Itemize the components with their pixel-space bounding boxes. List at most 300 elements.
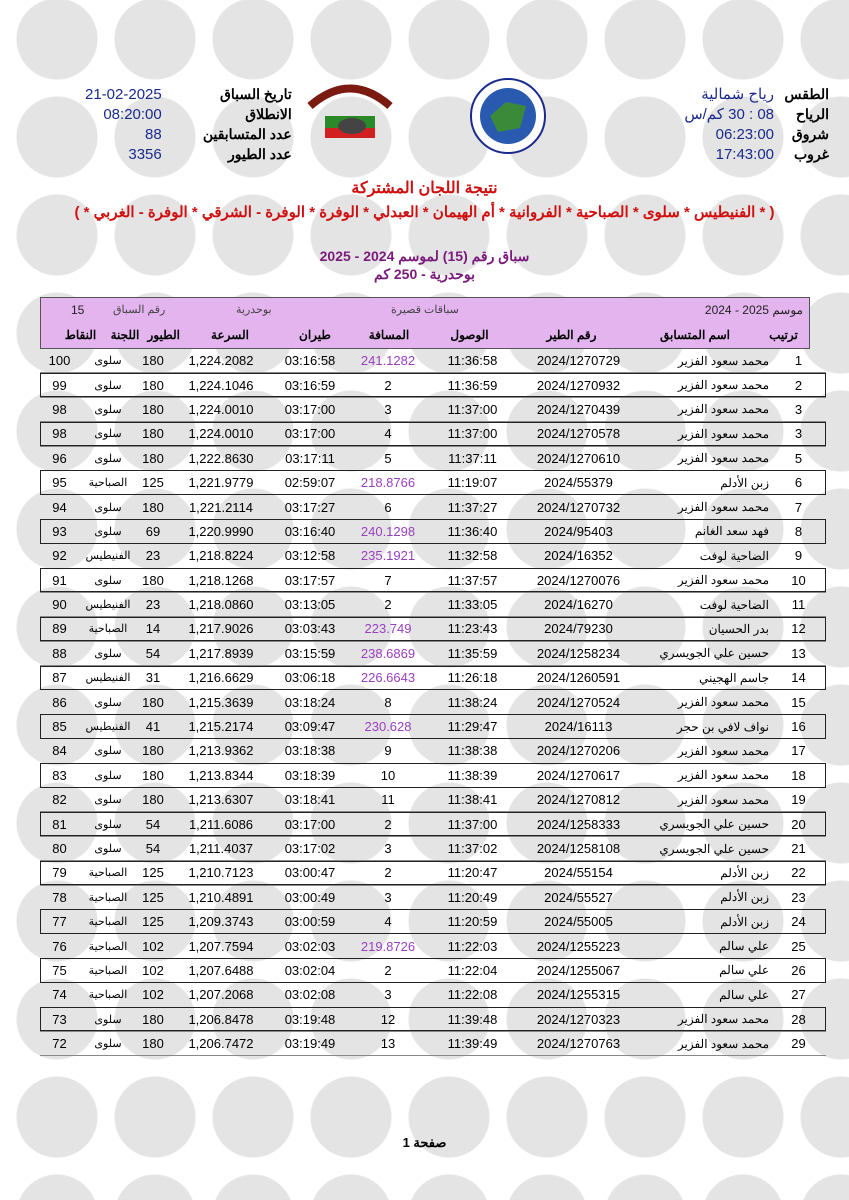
cell-points: 86 bbox=[40, 690, 79, 714]
cell-distance: 12 bbox=[347, 1007, 429, 1031]
cell-rank: 27 bbox=[771, 983, 826, 1007]
cell-distance: 4 bbox=[347, 909, 429, 933]
cell-name: محمد سعود الفزير bbox=[641, 763, 771, 787]
table-row bbox=[40, 739, 826, 763]
cell-flight: 03:15:59 bbox=[273, 641, 347, 665]
cell-points: 72 bbox=[40, 1031, 79, 1055]
cell-flight: 03:17:00 bbox=[273, 397, 347, 421]
cell-ring: 2024/1270578 bbox=[516, 422, 641, 446]
cell-committee: الصباحية bbox=[79, 909, 137, 933]
cell-arrival: 11:37:00 bbox=[429, 422, 516, 446]
cell-speed: 1,209.3743 bbox=[169, 909, 273, 933]
cell-rank: 3 bbox=[771, 397, 826, 421]
cell-birds: 180 bbox=[137, 422, 169, 446]
cell-committee: سلوى bbox=[79, 1031, 137, 1055]
cell-birds: 180 bbox=[137, 763, 169, 787]
race_info-value: 21-02-2025 bbox=[85, 85, 162, 103]
weather-label: الطقس bbox=[784, 85, 829, 102]
table-row bbox=[40, 690, 826, 714]
cell-flight: 03:18:38 bbox=[273, 739, 347, 763]
cell-birds: 102 bbox=[137, 983, 169, 1007]
cell-speed: 1,206.7472 bbox=[169, 1031, 273, 1055]
cell-arrival: 11:37:57 bbox=[429, 568, 516, 592]
column-header-arrival: الوصول bbox=[450, 328, 489, 342]
cell-committee: سلوى bbox=[79, 349, 137, 373]
weather-label: شروق bbox=[791, 125, 829, 142]
cell-birds: 180 bbox=[137, 568, 169, 592]
cell-distance: 226.6643 bbox=[347, 666, 429, 690]
cell-rank: 6 bbox=[771, 470, 826, 494]
kuwait-pigeon-club-logo bbox=[300, 76, 400, 156]
cell-flight: 03:16:58 bbox=[273, 349, 347, 373]
race_info-row bbox=[85, 84, 292, 104]
table-row bbox=[40, 519, 826, 543]
cell-points: 88 bbox=[40, 641, 79, 665]
cell-rank: 23 bbox=[771, 885, 826, 909]
cell-rank: 29 bbox=[771, 1031, 826, 1055]
cell-birds: 180 bbox=[137, 788, 169, 812]
cell-rank: 5 bbox=[771, 446, 826, 470]
cell-ring: 2024/1270617 bbox=[516, 763, 641, 787]
cell-committee: سلوى bbox=[79, 373, 137, 397]
cell-arrival: 11:36:40 bbox=[429, 519, 516, 543]
cell-flight: 03:06:18 bbox=[273, 666, 347, 690]
location-label: بوحدرية bbox=[236, 304, 272, 316]
cell-flight: 03:18:24 bbox=[273, 690, 347, 714]
cell-name: محمد سعود الفزير bbox=[641, 495, 771, 519]
cell-speed: 1,206.8478 bbox=[169, 1007, 273, 1031]
cell-points: 98 bbox=[40, 397, 79, 421]
cell-rank: 28 bbox=[771, 1007, 826, 1031]
cell-arrival: 11:22:08 bbox=[429, 983, 516, 1007]
cell-speed: 1,213.8344 bbox=[169, 763, 273, 787]
cell-ring: 2024/16113 bbox=[516, 714, 641, 738]
table-row bbox=[40, 495, 826, 519]
cell-distance: 2 bbox=[347, 958, 429, 982]
cell-distance: 8 bbox=[347, 690, 429, 714]
cell-points: 74 bbox=[40, 983, 79, 1007]
cell-rank: 19 bbox=[771, 788, 826, 812]
cell-speed: 1,213.9362 bbox=[169, 739, 273, 763]
race-number-label: رقم السباق bbox=[113, 304, 166, 316]
cell-name: محمد سعود الفزير bbox=[641, 397, 771, 421]
cell-ring: 2024/1255315 bbox=[516, 983, 641, 1007]
cell-ring: 2024/1270206 bbox=[516, 739, 641, 763]
cell-arrival: 11:22:04 bbox=[429, 958, 516, 982]
cell-ring: 2024/55005 bbox=[516, 909, 641, 933]
cell-speed: 1,210.4891 bbox=[169, 885, 273, 909]
cell-committee: سلوى bbox=[79, 763, 137, 787]
cell-speed: 1,218.0860 bbox=[169, 592, 273, 616]
cell-distance: 3 bbox=[347, 836, 429, 860]
cell-birds: 14 bbox=[137, 617, 169, 641]
weather-row bbox=[684, 124, 829, 144]
cell-arrival: 11:37:00 bbox=[429, 812, 516, 836]
cell-speed: 1,215.2174 bbox=[169, 714, 273, 738]
cell-arrival: 11:39:48 bbox=[429, 1007, 516, 1031]
cell-arrival: 11:37:02 bbox=[429, 836, 516, 860]
cell-speed: 1,217.8939 bbox=[169, 641, 273, 665]
cell-distance: 218.8766 bbox=[347, 470, 429, 494]
cell-birds: 180 bbox=[137, 690, 169, 714]
results-table bbox=[40, 297, 810, 1056]
cell-committee: الفنيطيس bbox=[79, 592, 137, 616]
cell-arrival: 11:22:03 bbox=[429, 934, 516, 958]
table-row bbox=[40, 1007, 826, 1031]
cell-ring: 2024/1255223 bbox=[516, 934, 641, 958]
cell-arrival: 11:38:39 bbox=[429, 763, 516, 787]
cell-distance: 3 bbox=[347, 397, 429, 421]
cell-arrival: 11:38:41 bbox=[429, 788, 516, 812]
cell-arrival: 11:29:47 bbox=[429, 714, 516, 738]
cell-name: محمد سعود الفزير bbox=[641, 788, 771, 812]
cell-flight: 03:18:41 bbox=[273, 788, 347, 812]
race_info-row bbox=[85, 124, 292, 144]
cell-flight: 03:12:58 bbox=[273, 544, 347, 568]
cell-committee: سلوى bbox=[79, 519, 137, 543]
weather-label: الرياح bbox=[795, 105, 829, 122]
cell-committee: الصباحية bbox=[79, 934, 137, 958]
cell-distance: 2 bbox=[347, 812, 429, 836]
cell-name: محمد سعود الفزير bbox=[641, 1007, 771, 1031]
cell-rank: 26 bbox=[771, 958, 826, 982]
cell-birds: 102 bbox=[137, 958, 169, 982]
cell-birds: 125 bbox=[137, 470, 169, 494]
cell-ring: 2024/1255067 bbox=[516, 958, 641, 982]
cell-speed: 1,222.8630 bbox=[169, 446, 273, 470]
cell-speed: 1,224.2082 bbox=[169, 349, 273, 373]
cell-rank: 12 bbox=[771, 617, 826, 641]
cell-birds: 180 bbox=[137, 446, 169, 470]
cell-arrival: 11:19:07 bbox=[429, 470, 516, 494]
cell-ring: 2024/95403 bbox=[516, 519, 641, 543]
cell-flight: 03:17:57 bbox=[273, 568, 347, 592]
cell-arrival: 11:37:27 bbox=[429, 495, 516, 519]
cell-ring: 2024/1258108 bbox=[516, 836, 641, 860]
cell-ring: 2024/1270732 bbox=[516, 495, 641, 519]
cell-speed: 1,207.2068 bbox=[169, 983, 273, 1007]
weather-row bbox=[684, 144, 829, 164]
cell-committee: سلوى bbox=[79, 422, 137, 446]
cell-name: جاسم الهجيني bbox=[641, 666, 771, 690]
cell-committee: الصباحية bbox=[79, 885, 137, 909]
table-row bbox=[40, 446, 826, 470]
cell-rank: 17 bbox=[771, 739, 826, 763]
race_info-value: 3356 bbox=[128, 145, 162, 163]
cell-flight: 03:16:40 bbox=[273, 519, 347, 543]
cell-arrival: 11:39:49 bbox=[429, 1031, 516, 1055]
race-number-line: سباق رقم (15) لموسم 2024 - 2025 bbox=[319, 248, 530, 264]
cell-points: 96 bbox=[40, 446, 79, 470]
cell-committee: الفنيطيس bbox=[79, 714, 137, 738]
cell-name: الضاحية لوفت bbox=[641, 544, 771, 568]
table-row bbox=[40, 958, 826, 982]
cell-points: 83 bbox=[40, 763, 79, 787]
cell-flight: 03:19:49 bbox=[273, 1031, 347, 1055]
cell-name: علي سالم bbox=[641, 958, 771, 982]
cell-birds: 41 bbox=[137, 714, 169, 738]
cell-ring: 2024/1260591 bbox=[516, 666, 641, 690]
cell-name: محمد سعود الفزير bbox=[641, 422, 771, 446]
cell-committee: الصباحية bbox=[79, 958, 137, 982]
cell-rank: 10 bbox=[771, 568, 826, 592]
cell-points: 81 bbox=[40, 812, 79, 836]
table-row bbox=[40, 836, 826, 860]
cell-points: 76 bbox=[40, 934, 79, 958]
cell-distance: 9 bbox=[347, 739, 429, 763]
weather-row bbox=[684, 84, 829, 104]
cell-points: 78 bbox=[40, 885, 79, 909]
cell-name: فهد سعد الغانم bbox=[641, 519, 771, 543]
cell-arrival: 11:36:59 bbox=[429, 373, 516, 397]
cell-rank: 13 bbox=[771, 641, 826, 665]
table-row bbox=[40, 592, 826, 616]
cell-committee: سلوى bbox=[79, 812, 137, 836]
column-header-ring: رقم الطير bbox=[546, 328, 597, 342]
table-row bbox=[40, 788, 826, 812]
race_info-row bbox=[85, 104, 292, 124]
race_info-value: 08:20:00 bbox=[103, 105, 162, 123]
cell-points: 98 bbox=[40, 422, 79, 446]
cell-flight: 03:00:49 bbox=[273, 885, 347, 909]
cell-speed: 1,216.6629 bbox=[169, 666, 273, 690]
table-row bbox=[40, 812, 826, 836]
table-row bbox=[40, 714, 826, 738]
cell-name: حسين علي الجويسري bbox=[641, 812, 771, 836]
cell-flight: 03:09:47 bbox=[273, 714, 347, 738]
race_info-label: عدد الطيور bbox=[228, 145, 292, 162]
cell-ring: 2024/1270812 bbox=[516, 788, 641, 812]
cell-flight: 03:16:59 bbox=[273, 373, 347, 397]
cell-birds: 23 bbox=[137, 592, 169, 616]
cell-committee: سلوى bbox=[79, 1007, 137, 1031]
cell-ring: 2024/1270439 bbox=[516, 397, 641, 421]
results-title: نتيجة اللجان المشتركة bbox=[351, 180, 498, 197]
cell-distance: 4 bbox=[347, 422, 429, 446]
cell-rank: 16 bbox=[771, 714, 826, 738]
column-header-flight: طيران bbox=[299, 328, 331, 342]
cell-rank: 1 bbox=[771, 349, 826, 373]
cell-birds: 125 bbox=[137, 885, 169, 909]
cell-distance: 3 bbox=[347, 983, 429, 1007]
table-row bbox=[40, 983, 826, 1007]
cell-birds: 180 bbox=[137, 349, 169, 373]
cell-speed: 1,221.2114 bbox=[169, 495, 273, 519]
cell-ring: 2024/16352 bbox=[516, 544, 641, 568]
cell-points: 95 bbox=[40, 470, 79, 494]
cell-points: 75 bbox=[40, 958, 79, 982]
weather-label: غروب bbox=[794, 145, 829, 162]
cell-distance: 10 bbox=[347, 763, 429, 787]
cell-ring: 2024/1258234 bbox=[516, 641, 641, 665]
cell-name: حسين علي الجويسري bbox=[641, 641, 771, 665]
cell-points: 87 bbox=[40, 666, 79, 690]
cell-arrival: 11:20:59 bbox=[429, 909, 516, 933]
cell-name: الضاحية لوفت bbox=[641, 592, 771, 616]
cell-name: محمد سعود الفزير bbox=[641, 373, 771, 397]
weather-value: 17:43:00 bbox=[715, 145, 774, 163]
table-header bbox=[40, 297, 810, 349]
column-header-points: النقاط bbox=[64, 328, 97, 342]
column-header-committee: اللجنة bbox=[110, 328, 140, 342]
cell-name: بدر الحسيان bbox=[641, 617, 771, 641]
cell-flight: 03:02:08 bbox=[273, 983, 347, 1007]
cell-committee: الصباحية bbox=[79, 470, 137, 494]
table-row bbox=[40, 763, 826, 787]
cell-name: زبن الأدلم bbox=[641, 885, 771, 909]
cell-rank: 3 bbox=[771, 422, 826, 446]
cell-name: محمد سعود الفزير bbox=[641, 568, 771, 592]
cell-name: علي سالم bbox=[641, 934, 771, 958]
cell-birds: 23 bbox=[137, 544, 169, 568]
cell-ring: 2024/1258333 bbox=[516, 812, 641, 836]
cell-flight: 03:17:02 bbox=[273, 836, 347, 860]
table-row bbox=[40, 568, 826, 592]
cell-speed: 1,215.3639 bbox=[169, 690, 273, 714]
cell-points: 91 bbox=[40, 568, 79, 592]
cell-ring: 2024/1270610 bbox=[516, 446, 641, 470]
table-row bbox=[40, 666, 826, 690]
cell-committee: سلوى bbox=[79, 446, 137, 470]
cell-points: 94 bbox=[40, 495, 79, 519]
cell-distance: 223.749 bbox=[347, 617, 429, 641]
table-row bbox=[40, 934, 826, 958]
cell-distance: 6 bbox=[347, 495, 429, 519]
cell-ring: 2024/1270323 bbox=[516, 1007, 641, 1031]
cell-flight: 03:18:39 bbox=[273, 763, 347, 787]
cell-birds: 180 bbox=[137, 739, 169, 763]
cell-committee: الصباحية bbox=[79, 983, 137, 1007]
kuwait-federation-logo bbox=[468, 76, 548, 156]
weather-value: 06:23:00 bbox=[715, 125, 774, 143]
cell-speed: 1,213.6307 bbox=[169, 788, 273, 812]
cell-rank: 15 bbox=[771, 690, 826, 714]
cell-rank: 8 bbox=[771, 519, 826, 543]
cell-name: زبن الأدلم bbox=[641, 909, 771, 933]
cell-arrival: 11:37:00 bbox=[429, 397, 516, 421]
race_info-label: الانطلاق bbox=[245, 105, 292, 122]
cell-committee: الفنيطيس bbox=[79, 544, 137, 568]
cell-name: محمد سعود الفزير bbox=[641, 690, 771, 714]
cell-arrival: 11:35:59 bbox=[429, 641, 516, 665]
race_info-value: 88 bbox=[145, 125, 162, 143]
cell-points: 99 bbox=[40, 373, 79, 397]
cell-rank: 24 bbox=[771, 909, 826, 933]
cell-committee: سلوى bbox=[79, 641, 137, 665]
cell-distance: 219.8726 bbox=[347, 934, 429, 958]
cell-birds: 125 bbox=[137, 909, 169, 933]
cell-speed: 1,220.9990 bbox=[169, 519, 273, 543]
cell-points: 73 bbox=[40, 1007, 79, 1031]
table-row bbox=[40, 470, 826, 494]
race_info-label: تاريخ السباق bbox=[219, 85, 292, 102]
cell-arrival: 11:36:58 bbox=[429, 349, 516, 373]
column-header-speed: السرعة bbox=[211, 328, 249, 342]
cell-speed: 1,224.0010 bbox=[169, 422, 273, 446]
race-info bbox=[85, 84, 292, 164]
cell-arrival: 11:20:49 bbox=[429, 885, 516, 909]
cell-flight: 03:17:27 bbox=[273, 495, 347, 519]
cell-points: 100 bbox=[40, 349, 79, 373]
cell-rank: 11 bbox=[771, 592, 826, 616]
cell-committee: سلوى bbox=[79, 788, 137, 812]
cell-speed: 1,211.4037 bbox=[169, 836, 273, 860]
cell-speed: 1,218.8224 bbox=[169, 544, 273, 568]
table-row bbox=[40, 861, 826, 885]
cell-ring: 2024/16270 bbox=[516, 592, 641, 616]
race-number-value: 15 bbox=[71, 303, 85, 317]
cell-committee: سلوى bbox=[79, 495, 137, 519]
cell-distance: 7 bbox=[347, 568, 429, 592]
weather-info bbox=[684, 84, 829, 164]
cell-rank: 20 bbox=[771, 812, 826, 836]
cell-committee: الفنيطيس bbox=[79, 666, 137, 690]
page-number: صفحة 1 bbox=[402, 1135, 447, 1150]
cell-speed: 1,210.7123 bbox=[169, 861, 273, 885]
cell-flight: 03:17:00 bbox=[273, 812, 347, 836]
cell-flight: 03:17:00 bbox=[273, 422, 347, 446]
cell-birds: 54 bbox=[137, 812, 169, 836]
cell-birds: 125 bbox=[137, 861, 169, 885]
cell-rank: 9 bbox=[771, 544, 826, 568]
cell-name: علي سالم bbox=[641, 983, 771, 1007]
cell-flight: 02:59:07 bbox=[273, 470, 347, 494]
cell-birds: 69 bbox=[137, 519, 169, 543]
cell-ring: 2024/79230 bbox=[516, 617, 641, 641]
cell-birds: 180 bbox=[137, 1007, 169, 1031]
cell-distance: 5 bbox=[347, 446, 429, 470]
cell-arrival: 11:37:11 bbox=[429, 446, 516, 470]
column-header-name: اسم المتسابق bbox=[660, 328, 730, 342]
table-row bbox=[40, 349, 826, 373]
cell-arrival: 11:26:18 bbox=[429, 666, 516, 690]
cell-arrival: 11:23:43 bbox=[429, 617, 516, 641]
cell-name: زبن الأدلم bbox=[641, 861, 771, 885]
cell-committee: سلوى bbox=[79, 397, 137, 421]
cell-name: محمد سعود الفزير bbox=[641, 1031, 771, 1055]
cell-flight: 03:00:59 bbox=[273, 909, 347, 933]
race-distance-line: بوحدرية - 250 كم bbox=[374, 266, 475, 282]
cell-flight: 03:13:05 bbox=[273, 592, 347, 616]
season-label: موسم 2025 - 2024 bbox=[704, 303, 803, 317]
cell-distance: 240.1298 bbox=[347, 519, 429, 543]
table-row bbox=[40, 373, 826, 397]
column-header-distance: المسافة bbox=[368, 328, 410, 342]
cell-speed: 1,218.1268 bbox=[169, 568, 273, 592]
race_info-row bbox=[85, 144, 292, 164]
table-row bbox=[40, 617, 826, 641]
cell-arrival: 11:33:05 bbox=[429, 592, 516, 616]
race-type-label: سباقات قصيرة bbox=[391, 304, 459, 316]
table-row bbox=[40, 641, 826, 665]
cell-distance: 238.6869 bbox=[347, 641, 429, 665]
cell-birds: 54 bbox=[137, 836, 169, 860]
cell-name: محمد سعود الفزير bbox=[641, 349, 771, 373]
cell-committee: سلوى bbox=[79, 739, 137, 763]
cell-points: 85 bbox=[40, 714, 79, 738]
committees-list: ( * الفنيطيس * سلوى * الصباحية * الفروانية * أم الهيمان * العبدلي * الوفرة * الوفرة - الشرقي * الوفرة - الغربي * ) bbox=[74, 204, 775, 221]
cell-points: 77 bbox=[40, 909, 79, 933]
cell-arrival: 11:32:58 bbox=[429, 544, 516, 568]
cell-committee: سلوى bbox=[79, 690, 137, 714]
cell-speed: 1,221.9779 bbox=[169, 470, 273, 494]
cell-name: حسين علي الجويسري bbox=[641, 836, 771, 860]
cell-ring: 2024/1270932 bbox=[516, 373, 641, 397]
cell-speed: 1,217.9026 bbox=[169, 617, 273, 641]
cell-committee: سلوى bbox=[79, 836, 137, 860]
cell-flight: 03:17:11 bbox=[273, 446, 347, 470]
cell-ring: 2024/1270729 bbox=[516, 349, 641, 373]
